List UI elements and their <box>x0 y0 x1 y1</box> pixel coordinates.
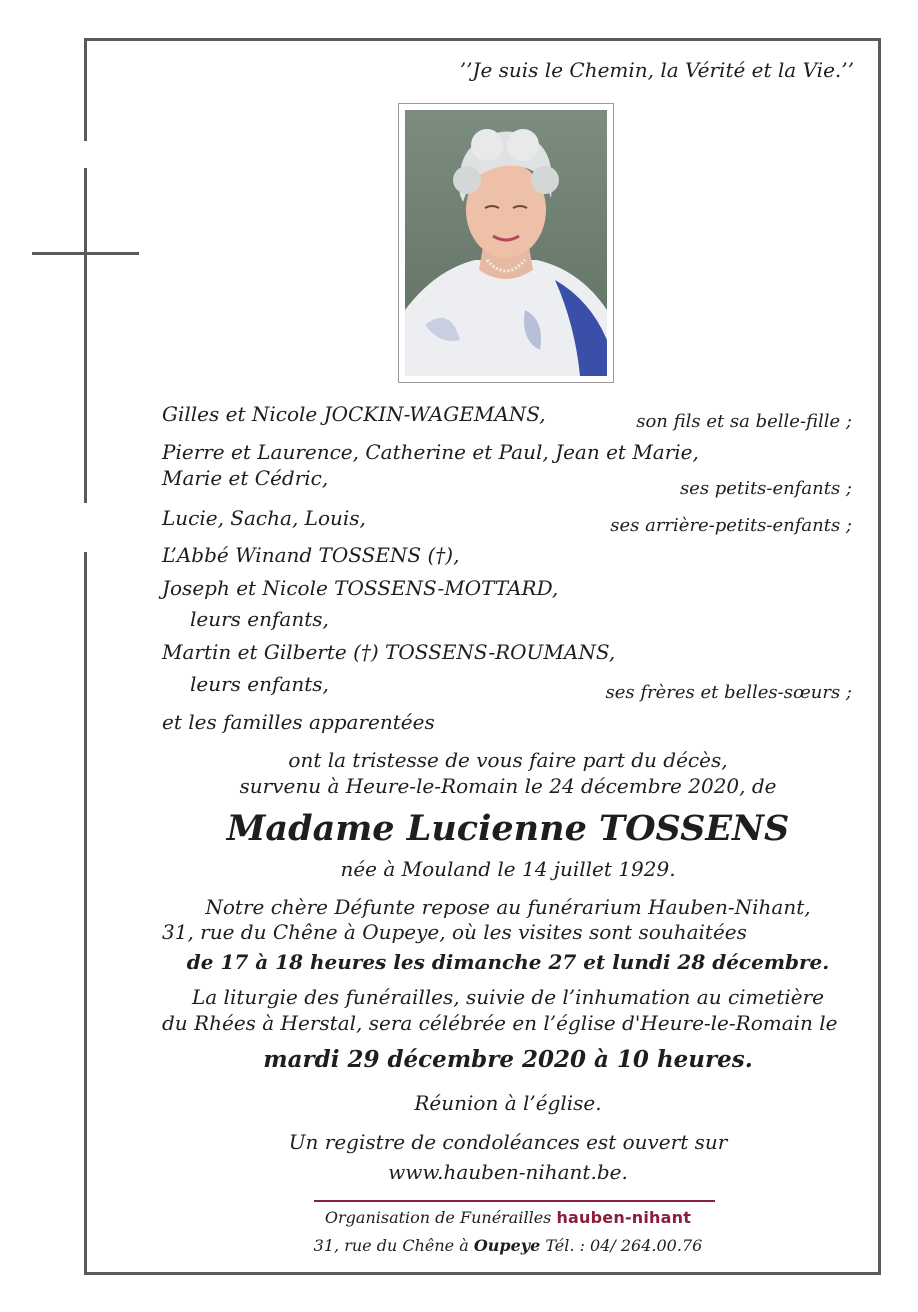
deceased-name: Madame Lucienne TOSSENS <box>226 808 790 849</box>
cross-vertical-top <box>84 38 87 141</box>
footer-address-street: 31, rue du Chêne à <box>313 1236 469 1255</box>
relation-son: son fils et sa belle-fille ; <box>636 411 852 432</box>
brand-logo: hauben-nihant <box>556 1208 692 1227</box>
footer-city: Oupeye <box>473 1236 541 1255</box>
funeral-date: mardi 29 décembre 2020 à 10 heures. <box>263 1046 753 1073</box>
footer-address <box>0 1236 918 1255</box>
visitation-line-1: Notre chère Défunte repose au funérarium Hauben-Nihant, <box>205 895 811 919</box>
family-line-great-grandchildren: Lucie, Sacha, Louis, <box>162 506 366 530</box>
family-line-brother-2: Joseph et Nicole TOSSENS-MOTTARD, <box>162 576 559 600</box>
meeting-place: Réunion à l’église. <box>414 1091 602 1115</box>
cross-vertical-bottom <box>84 168 87 503</box>
family-line-brother-1: L’Abbé Winand TOSSENS (†), <box>162 543 460 567</box>
portrait-photo-image <box>405 110 607 376</box>
announcement-line-2: survenu à Heure-le-Romain le 24 décembre 2020, de <box>239 774 777 798</box>
footer-phone: Tél. : 04/ 264.00.76 <box>545 1236 703 1255</box>
family-line-relatives: et les familles apparentées <box>162 710 435 734</box>
family-line-children-1: leurs enfants, <box>190 607 329 631</box>
condolence-website[interactable]: www.hauben-nihant.be. <box>388 1160 628 1184</box>
funeral-line-1: La liturgie des funérailles, suivie de l’inhumation au cimetière <box>191 985 825 1009</box>
relation-great-grandchildren: ses arrière-petits-enfants ; <box>610 515 852 536</box>
birth-info: née à Mouland le 14 juillet 1929. <box>340 857 676 881</box>
frame-bottom-border <box>84 1272 881 1275</box>
bible-quote: ’’Je suis le Chemin, la Vérité et la Vie.’’ <box>459 58 854 82</box>
family-line-children-2: leurs enfants, <box>190 672 329 696</box>
visitation-hours: de 17 à 18 heures les dimanche 27 et lundi 28 décembre. <box>186 950 830 974</box>
announcement-line-1: ont la tristesse de vous faire part du décès, <box>288 748 728 772</box>
deceased-photo <box>398 103 614 383</box>
frame-top-border <box>84 38 881 41</box>
family-line-grandchildren-1: Pierre et Laurence, Catherine et Paul, Jean et Marie, <box>162 440 699 464</box>
cross-horizontal-bar <box>32 252 139 255</box>
funeral-line-2: du Rhées à Herstal, sera célébrée en l’église d'Heure-le-Romain le <box>162 1011 838 1035</box>
frame-right-border <box>878 38 881 1275</box>
family-line-brother-3: Martin et Gilberte (†) TOSSENS-ROUMANS, <box>162 640 616 664</box>
family-line-son: Gilles et Nicole JOCKIN-WAGEMANS, <box>162 402 546 426</box>
footer-organisation <box>0 1208 918 1227</box>
condolence-registry-line: Un registre de condoléances est ouvert sur <box>288 1130 728 1154</box>
relation-siblings: ses frères et belles-sœurs ; <box>605 682 852 703</box>
visitation-line-2: 31, rue du Chêne à Oupeye, où les visites sont souhaitées <box>162 920 747 944</box>
relation-grandchildren: ses petits-enfants ; <box>679 478 852 499</box>
footer-org-label: Organisation de Funérailles <box>324 1208 552 1227</box>
family-line-grandchildren-2: Marie et Cédric, <box>162 466 329 490</box>
footer-divider <box>314 1200 715 1202</box>
